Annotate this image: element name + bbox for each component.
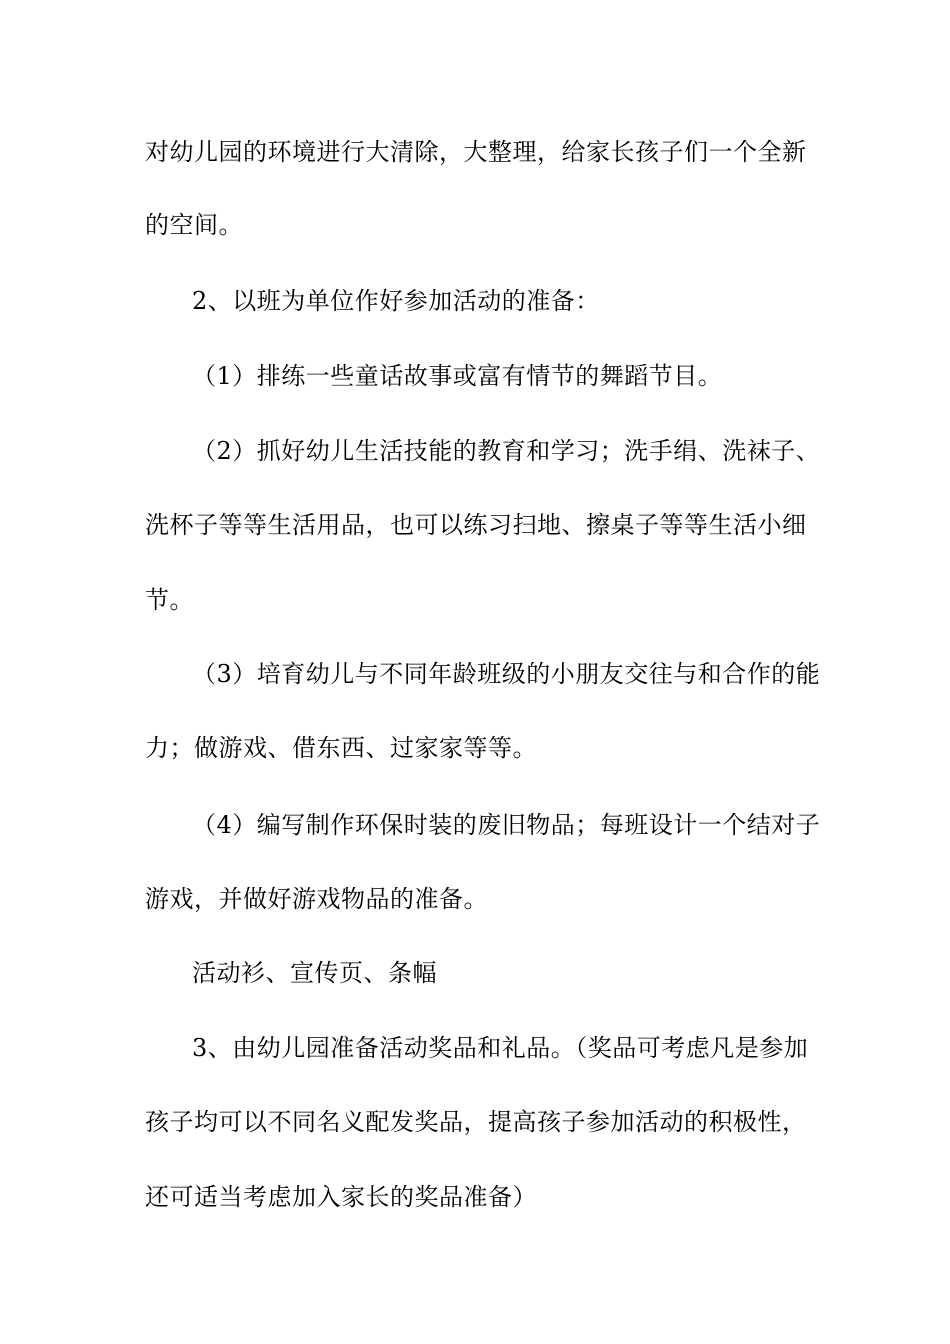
section-heading: 2、以班为单位作好参加活动的准备： <box>192 287 600 315</box>
section-heading: 3、由幼儿园准备活动奖品和礼品。（奖品可考虑凡是参加 <box>192 1034 809 1062</box>
paragraph-line: 节。 <box>145 586 194 614</box>
paragraph-line: 力；做游戏、借东西、过家家等等。 <box>145 734 537 762</box>
list-item: （4）编写制作环保时装的废旧物品；每班设计一个结对子 <box>192 811 821 839</box>
paragraph-line: 还可适当考虑加入家长的奖品准备） <box>145 1183 537 1211</box>
paragraph-line: 游戏，并做好游戏物品的准备。 <box>145 885 488 913</box>
list-item: （2）抓好幼儿生活技能的教育和学习；洗手绢、洗袜子、 <box>192 437 821 465</box>
paragraph-line: 的空间。 <box>145 211 243 239</box>
list-item: （1）排练一些童话故事或富有情节的舞蹈节目。 <box>192 362 723 390</box>
paragraph-line: 对幼儿园的环境进行大清除，大整理，给家长孩子们一个全新 <box>145 138 807 166</box>
list-item: （3）培育幼儿与不同年龄班级的小朋友交往与和合作的能 <box>192 660 821 688</box>
paragraph-line: 洗杯子等等生活用品，也可以练习扫地、擦桌子等等生活小细 <box>145 511 807 539</box>
paragraph-line: 孩子均可以不同名义配发奖品，提高孩子参加活动的积极性， <box>145 1108 807 1136</box>
paragraph-line: 活动衫、宣传页、条幅 <box>192 959 437 987</box>
